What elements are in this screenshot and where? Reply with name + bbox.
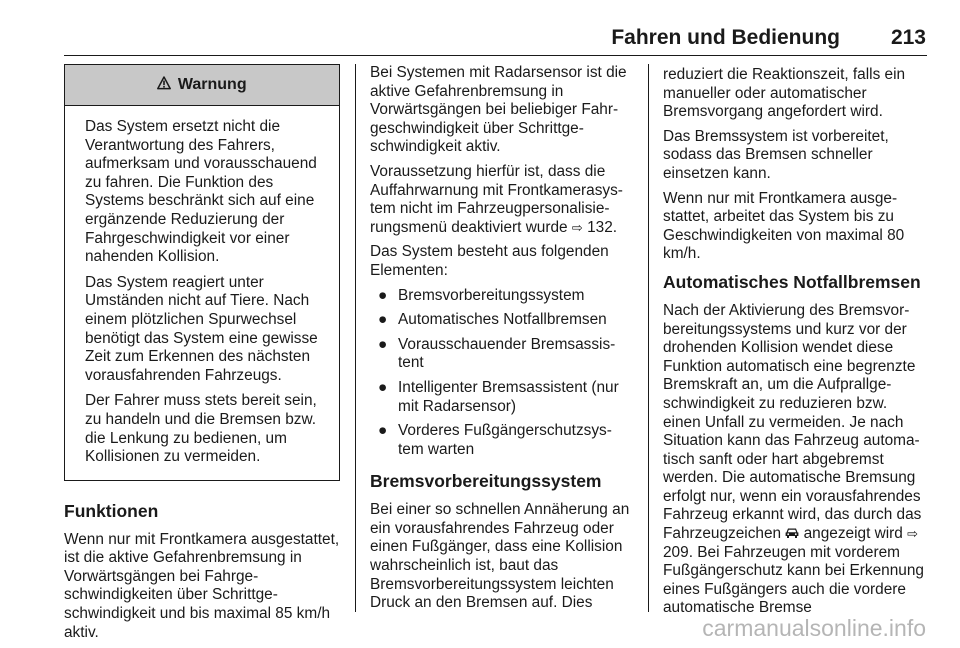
section-heading-automatisches-notfallbremsen: Automatisches Notfallbremsen xyxy=(663,271,921,292)
bullet-icon: ● xyxy=(378,422,388,440)
page-number: 213 xyxy=(890,26,926,49)
column-divider-1 xyxy=(355,64,356,612)
page-reference-link[interactable]: 209 xyxy=(663,543,689,561)
bullet-icon: ● xyxy=(378,335,388,353)
paragraph: Wenn nur mit Frontkamera ausgestattet, arbeitet das System bis zu Geschwindigkeiten von maximal 80 km/h. xyxy=(663,189,905,263)
paragraph: reduziert die Reaktionszeit, falls ein manueller oder automatischer Bremsvorgang angefordert wird. xyxy=(663,66,906,121)
page-reference-arrow-icon: ⇨ xyxy=(571,219,583,235)
page-reference-link[interactable]: 132. xyxy=(587,218,618,236)
watermark: carmanualsonline.info xyxy=(702,615,926,641)
page-reference-arrow-icon: ⇨ xyxy=(907,526,919,542)
warning-title: Warnung xyxy=(177,76,247,93)
bullet-icon: ● xyxy=(378,286,388,304)
bullet-icon: ● xyxy=(378,378,388,396)
elements-list xyxy=(370,287,632,460)
warning-paragraph: Das System reagiert unter Umständen nicht auf Tiere. Nach einem plötzlichen Spurwechsel benötigt das System eine gewisse Zeit zum Erkennen des nächsten vorausfahrenden Fahrzeugs. xyxy=(85,273,318,384)
section-heading-bremsvorbereitungssystem: Bremsvorbereitungssystem xyxy=(370,471,602,492)
page-header-title: Fahren und Bedienung xyxy=(611,26,840,49)
column-1 xyxy=(64,64,340,648)
warning-body xyxy=(65,106,339,480)
section-heading-funktionen: Funktionen xyxy=(64,500,159,521)
funktionen-paragraph: Wenn nur mit Frontkamera ausgestattet, ist die aktive Gefahrenbremsung in Vorwärtsgängen bei Fahrgeschwindigkeiten über Schrittgeschwindigkeit und bis maximal 85 km/h aktiv. xyxy=(64,530,340,641)
list-item: ● Bremsvorbereitungssystem xyxy=(378,286,585,304)
paragraph-with-reference xyxy=(370,163,632,237)
column-3 xyxy=(663,66,927,624)
paragraph-text: Voraussetzung hierfür ist, dass die Auffahrwarnung mit Frontkamerasystem nicht im Fahrzeugpersonalisierungsmenü deaktiviert wurde xyxy=(370,162,623,236)
warning-triangle-icon xyxy=(157,76,175,93)
column-divider-2 xyxy=(648,64,649,612)
paragraph: Das System besteht aus folgenden Elementen: xyxy=(370,243,609,279)
list-item: ● Vorausschauender Bremsassistent xyxy=(378,335,616,372)
paragraph: Bei Systemen mit Radarsensor ist die aktive Gefahrenbremsung in Vorwärtsgängen bei beliebiger Fahrgeschwindigkeit über Schrittgeschwindigkeit aktiv. xyxy=(370,64,627,156)
warning-paragraph: Der Fahrer muss stets bereit sein, zu handeln und die Bremsen bzw. die Lenkung zu bedienen, um Kollisionen zu vermeiden. xyxy=(85,392,317,466)
bullet-icon: ● xyxy=(378,311,388,329)
warning-box xyxy=(64,64,340,481)
vehicle-symbol-icon xyxy=(785,526,799,538)
list-item: ● Automatisches Notfallbremsen xyxy=(378,311,607,329)
header-divider xyxy=(64,55,927,56)
warning-header xyxy=(65,65,339,106)
paragraph-with-reference: Nach der Aktivierung des Bremsvorbereitungssystems und kurz vor der drohenden Kollision wendet diese Funktion automatisch eine begrenzte Bremskraft an, um die Aufprallgeschwindigkeit zu reduzieren bzw. einen Unfall zu vermeiden. Je nach Situation kann das Fahrzeug automatisch sanft oder hart abgebremst werden. Die automatische Bremsung erfolgt nur, wenn ein vorausfahrendes Fahrzeug erkannt wird, das durch das Fahrzeugzeichen angezeigt wird ⇨ 209. Bei Fahrzeugen mit vorderem Fußgängerschutz kann bei Erkennung eines Fußgängers auch die vordere automatische Bremse xyxy=(663,301,924,617)
column-2 xyxy=(370,64,632,619)
paragraph: Das Bremssystem ist vorbereitet, sodass das Bremsen schneller einsetzen kann. xyxy=(663,127,889,182)
paragraph: Bei einer so schnellen Annäherung an ein vorausfahrendes Fahrzeug oder einen Fußgänger, dass eine Kollision wahrscheinlich ist, baut das Bremsvorbereitungssystem leichten Druck an den Bremsen auf. Dies xyxy=(370,501,630,612)
list-item: ● Vorderes Fußgängerschutzsystem warten xyxy=(378,422,612,458)
warning-paragraph: Das System ersetzt nicht die Verantwortung des Fahrers, aufmerksam und vorausschauend zu fahren. Die Funktion des Systems beschränkt sich auf eine ergänzende Reduzierung der Fahrgeschwindigkeit vor einer nahenden Kollision. xyxy=(85,118,317,266)
list-item: ● Intelligenter Bremsassistent (nur mit Radarsensor) xyxy=(378,378,619,415)
